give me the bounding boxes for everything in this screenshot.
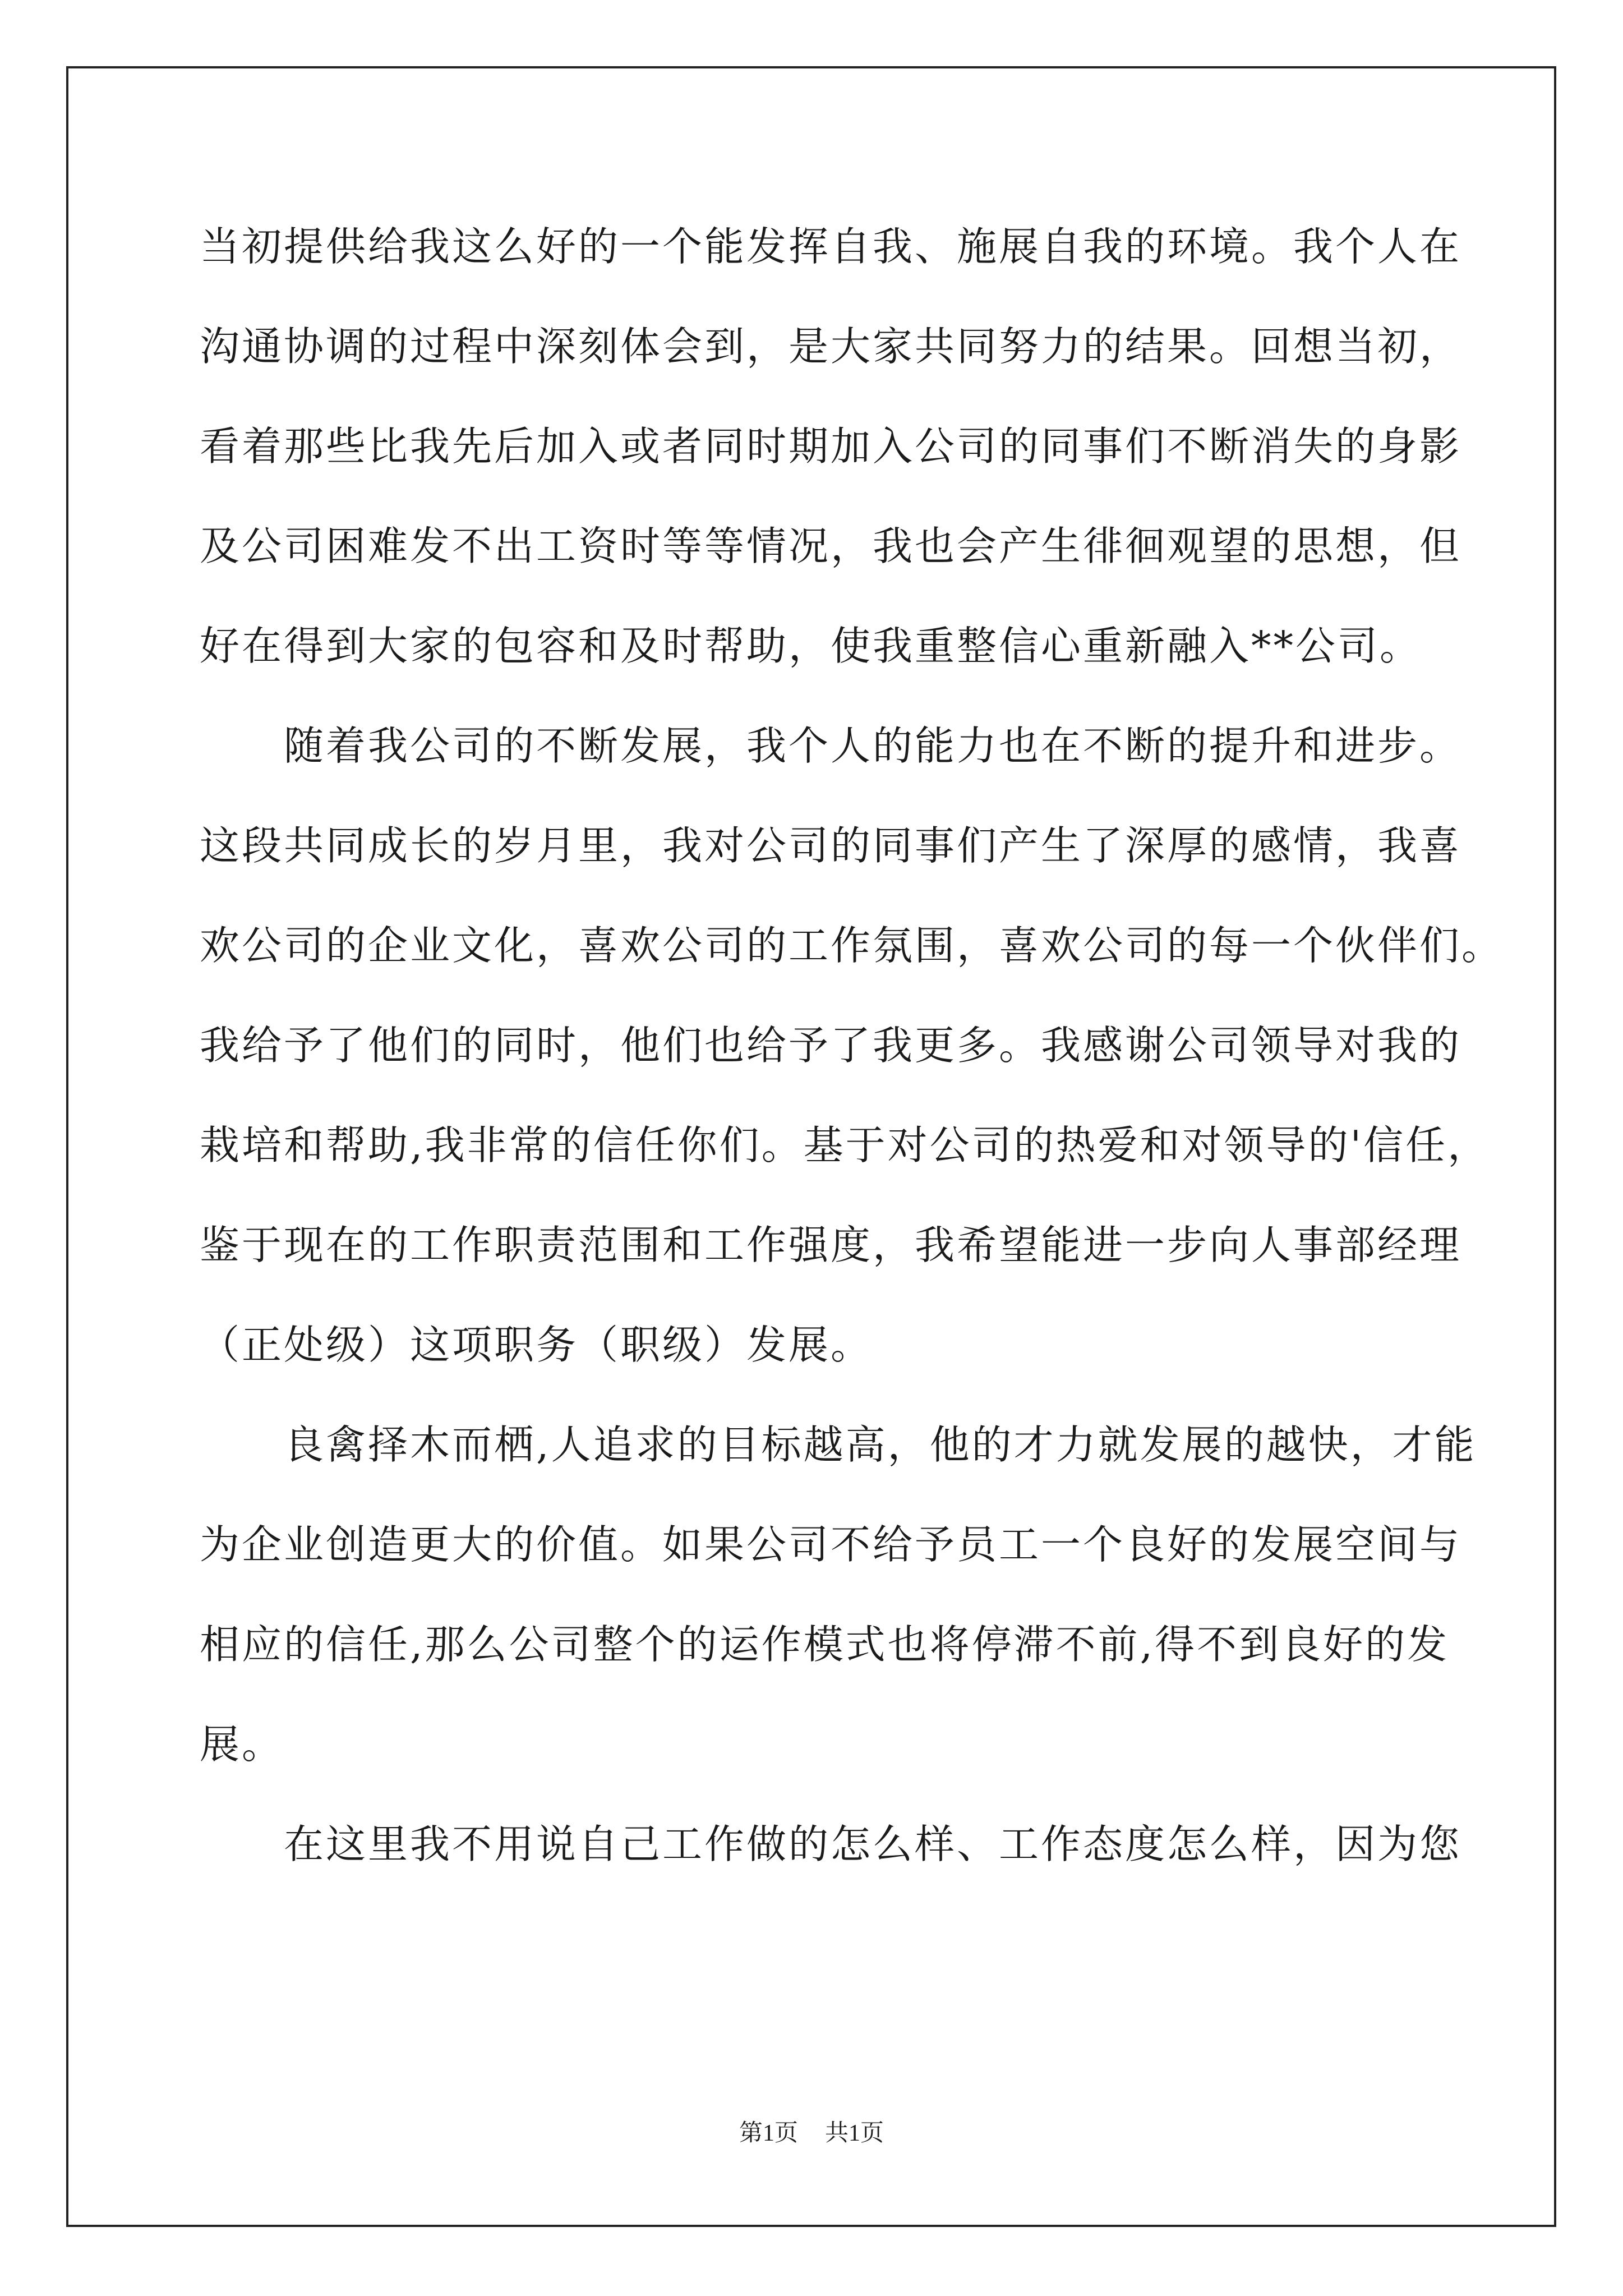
page-footer xyxy=(0,2116,1623,2150)
text-line-12: （正处级）这项职务（职级）发展。 xyxy=(200,1322,873,1368)
page-total: 共1页 xyxy=(825,2120,884,2146)
text-line-16: 展。 xyxy=(200,1721,284,1768)
text-line-15: 相应的信任,那么公司整个的运作模式也将停滞不前,得不到良好的发 xyxy=(200,1621,1450,1668)
text-line-3: 看着那些比我先后加入或者同时期加入公司的同事们不断消失的身影 xyxy=(200,423,1462,470)
page-number: 第1页 xyxy=(739,2120,798,2146)
text-line-13: 良禽择木而栖,人追求的目标越高，他的才力就发展的越快，才能 xyxy=(284,1421,1477,1468)
text-line-6: 随着我公司的不断发展，我个人的能力也在不断的提升和进步。 xyxy=(284,723,1462,769)
text-line-4: 及公司困难发不出工资时等等情况，我也会产生徘徊观望的思想，但 xyxy=(200,523,1462,569)
text-line-1: 当初提供给我这么好的一个能发挥自我、施展自我的环境。我个人在 xyxy=(200,223,1462,270)
text-line-17: 在这里我不用说自己工作做的怎么样、工作态度怎么样，因为您 xyxy=(284,1821,1462,1867)
document-body xyxy=(200,219,1504,1916)
text-line-10: 栽培和帮助,我非常的信任你们。基于对公司的热爱和对领导的'信任， xyxy=(200,1122,1490,1168)
text-line-9: 我给予了他们的同时，他们也给予了我更多。我感谢公司领导对我的 xyxy=(200,1022,1462,1069)
text-line-14: 为企业创造更大的价值。如果公司不给予员工一个良好的发展空间与 xyxy=(200,1521,1462,1568)
text-line-7: 这段共同成长的岁月里，我对公司的同事们产生了深厚的感情，我喜 xyxy=(200,822,1462,869)
text-line-2: 沟通协调的过程中深刻体会到，是大家共同努力的结果。回想当初， xyxy=(200,323,1462,370)
text-line-5: 好在得到大家的包容和及时帮助，使我重整信心重新融入**公司。 xyxy=(200,623,1422,669)
text-line-11: 鉴于现在的工作职责范围和工作强度，我希望能进一步向人事部经理 xyxy=(200,1222,1462,1268)
text-line-8: 欢公司的企业文化，喜欢公司的工作氛围，喜欢公司的每一个伙伴们。 xyxy=(200,922,1504,969)
